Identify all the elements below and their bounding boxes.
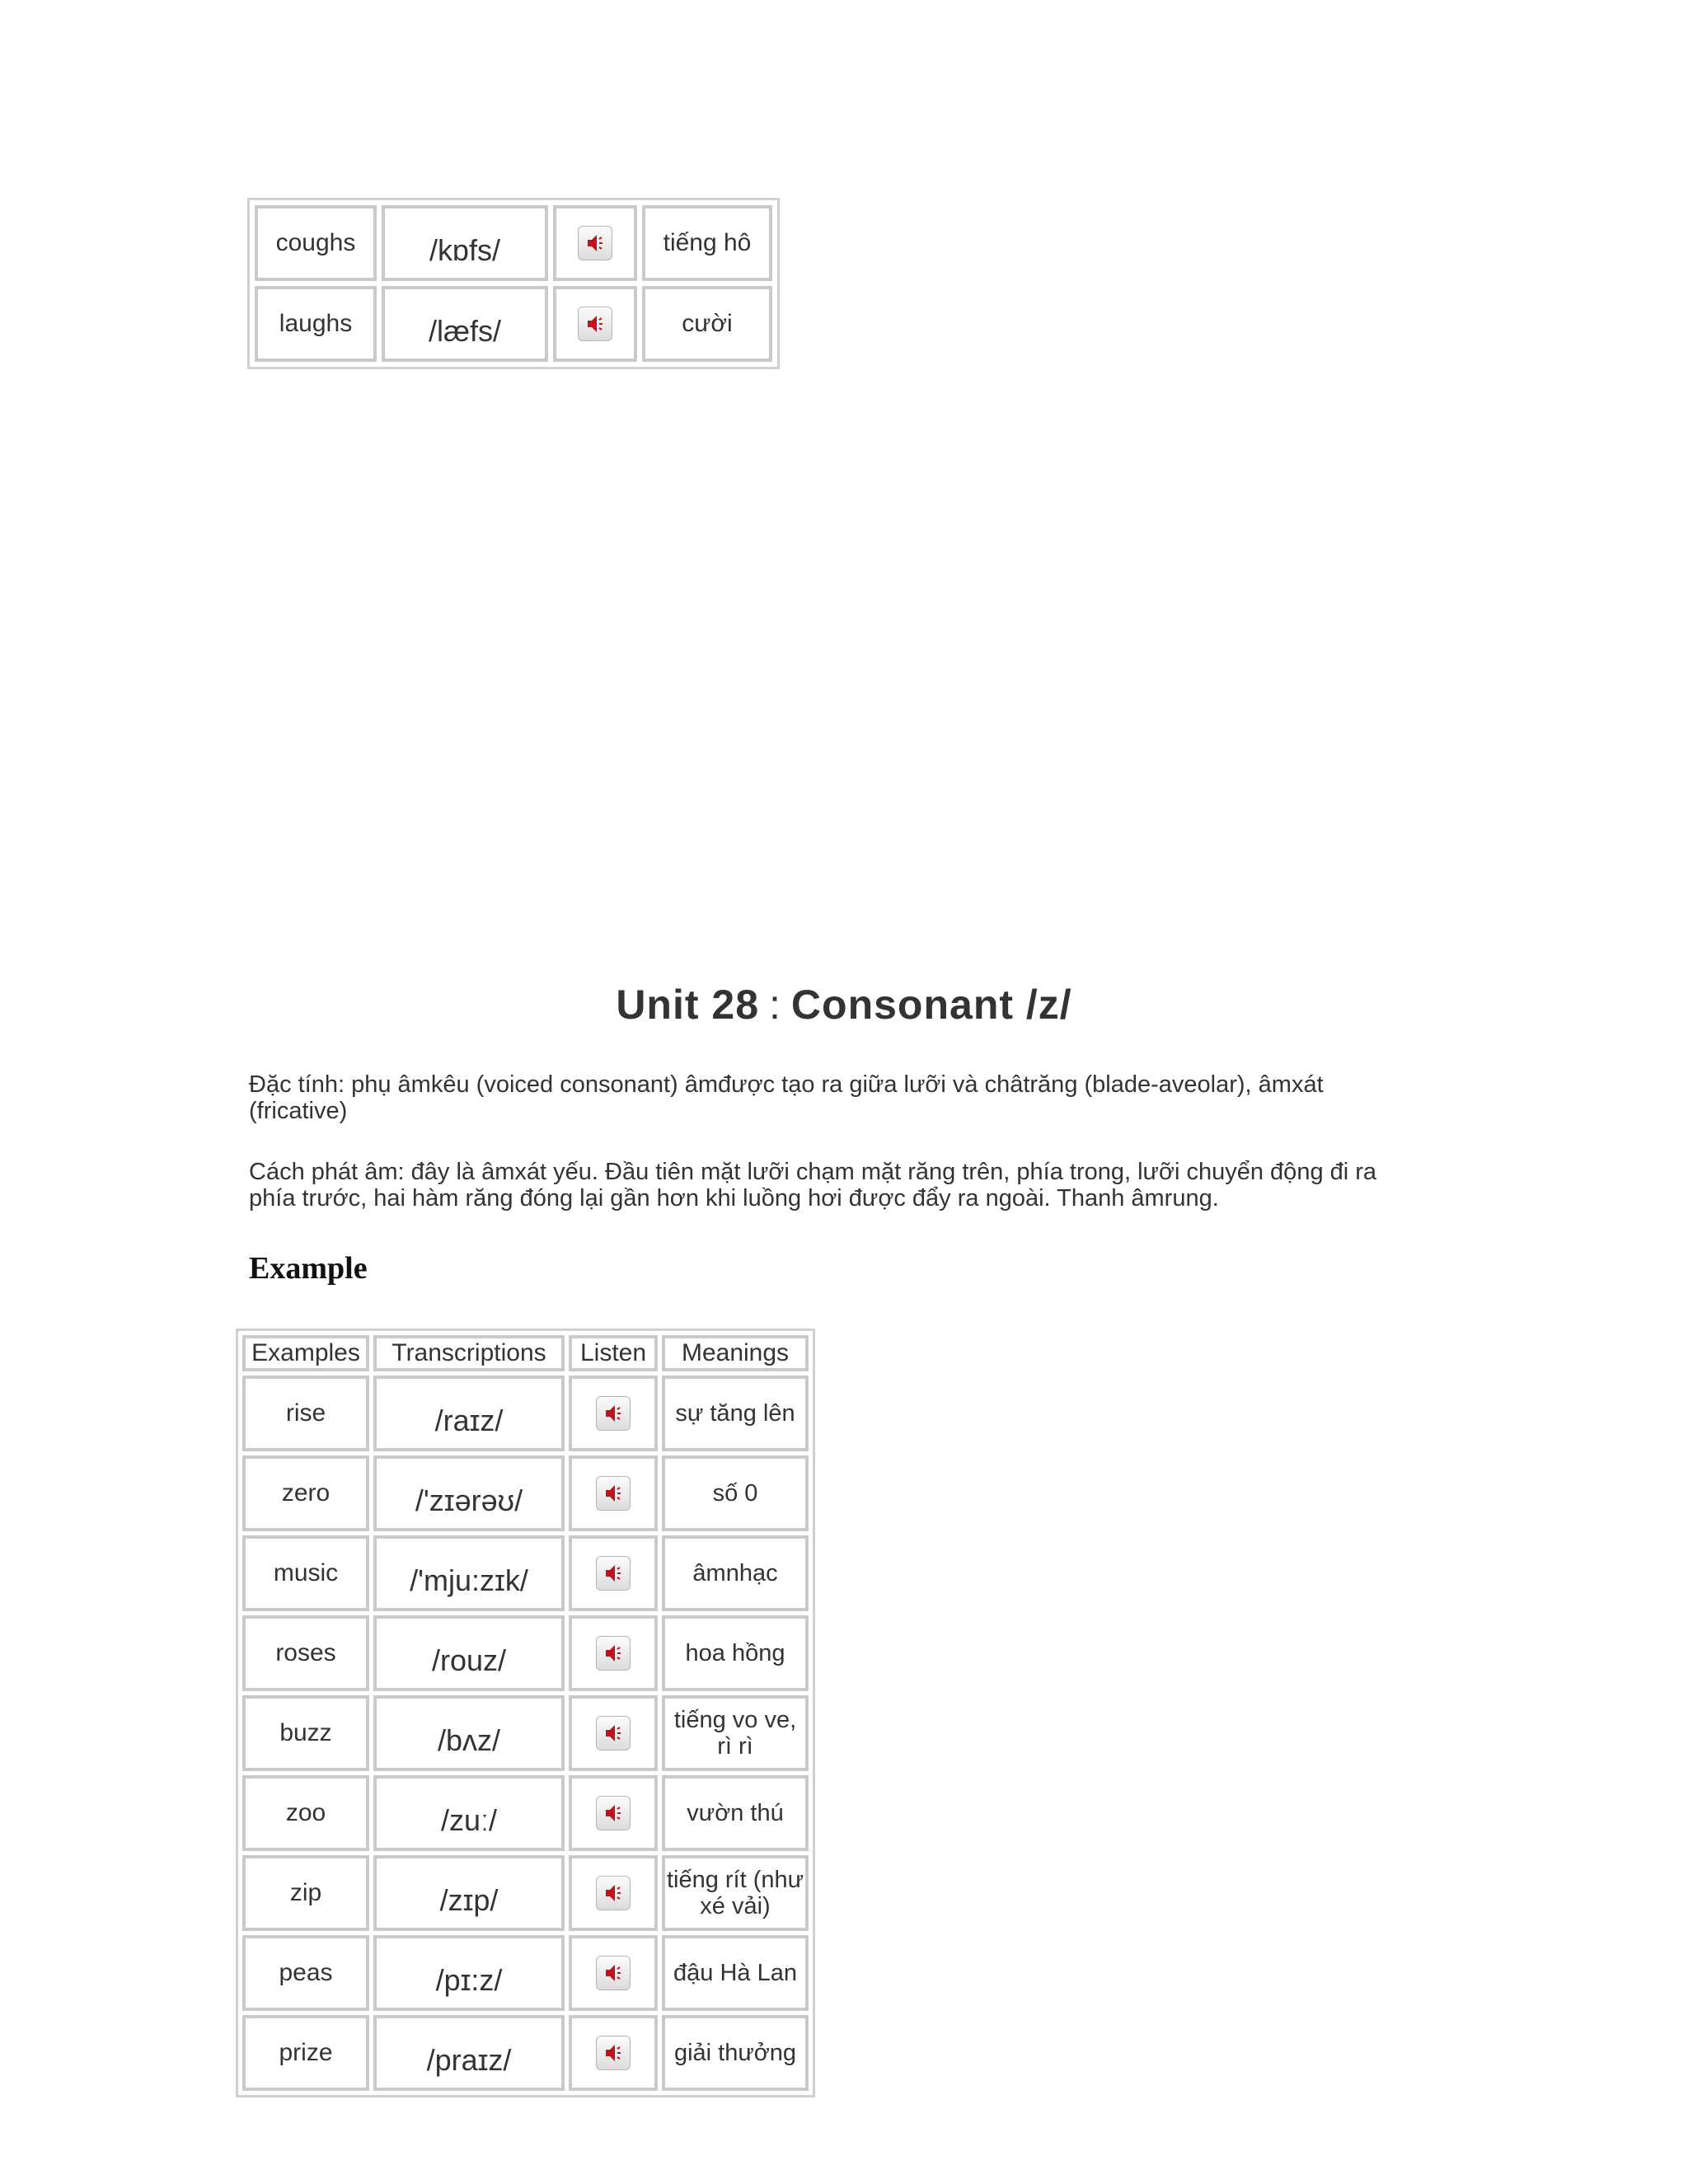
transcription: /'zɪərəʊ/ xyxy=(373,1455,565,1531)
meaning: số 0 xyxy=(662,1455,809,1531)
example-table xyxy=(236,1329,815,2097)
transcription: /læfs/ xyxy=(382,286,548,362)
meaning: vườn thú xyxy=(662,1775,809,1851)
top-pronunciation-table xyxy=(247,198,780,369)
table-row xyxy=(242,1376,809,1451)
meaning: âmnhạc xyxy=(662,1535,809,1611)
speaker-icon[interactable] xyxy=(578,226,612,260)
speaker-icon[interactable] xyxy=(596,1636,631,1671)
example-heading: Example xyxy=(249,1251,368,1286)
listen-cell xyxy=(569,1535,658,1611)
meaning: cười xyxy=(642,286,772,362)
meaning: sự tăng lên xyxy=(662,1376,809,1451)
unit-title xyxy=(0,981,1688,1029)
speaker-icon[interactable] xyxy=(596,1396,631,1431)
transcription: /zuː/ xyxy=(373,1775,565,1851)
table-row xyxy=(242,1775,809,1851)
table-row xyxy=(255,205,772,281)
table-row xyxy=(242,1935,809,2011)
listen-cell xyxy=(553,205,637,281)
listen-cell xyxy=(553,286,637,362)
example-word: rise xyxy=(242,1376,369,1451)
articulation-paragraph: Cách phát âm: đây là âmxát yếu. Đầu tiên mặt lưỡi chạm mặt răng trên, phía trong, lưỡi chuyển động đi ra phía trước, hai hàm răng đóng lại gần hơn khi luồng hơi được đẩy ra ngoài. Thanh âmrung. xyxy=(249,1159,1377,1212)
example-word: prize xyxy=(242,2015,369,2091)
table-row xyxy=(242,1455,809,1531)
transcription: /zɪp/ xyxy=(373,1855,565,1931)
table-header-row xyxy=(242,1335,809,1371)
example-word: laughs xyxy=(255,286,377,362)
speaker-icon[interactable] xyxy=(596,1796,631,1830)
transcription: /'mju:zɪk/ xyxy=(373,1535,565,1611)
transcription: /bʌz/ xyxy=(373,1695,565,1771)
table-row xyxy=(255,286,772,362)
listen-cell xyxy=(569,1615,658,1691)
example-word: coughs xyxy=(255,205,377,281)
example-word: roses xyxy=(242,1615,369,1691)
table-row xyxy=(242,1695,809,1771)
listen-cell xyxy=(569,1455,658,1531)
example-table-body xyxy=(242,1376,809,2091)
header-meanings: Meanings xyxy=(662,1335,809,1371)
meaning: tiếng rít (như xé vải) xyxy=(662,1855,809,1931)
meaning: tiếng hô xyxy=(642,205,772,281)
example-word: buzz xyxy=(242,1695,369,1771)
transcription: /kɒfs/ xyxy=(382,205,548,281)
transcription: /rouz/ xyxy=(373,1615,565,1691)
meaning: giải thưởng xyxy=(662,2015,809,2091)
example-word: zip xyxy=(242,1855,369,1931)
listen-cell xyxy=(569,2015,658,2091)
listen-cell xyxy=(569,1935,658,2011)
transcription: /raɪz/ xyxy=(373,1376,565,1451)
header-transcriptions: Transcriptions xyxy=(373,1335,565,1371)
speaker-icon[interactable] xyxy=(596,1716,631,1750)
unit-label: Unit 28 xyxy=(616,982,760,1028)
speaker-icon[interactable] xyxy=(596,2036,631,2070)
characteristics-paragraph: Đặc tính: phụ âmkêu (voiced consonant) âmđược tạo ra giữa lưỡi và châtrăng (blade-aveolar), âmxát (fricative) xyxy=(249,1071,1324,1124)
speaker-icon[interactable] xyxy=(596,1876,631,1910)
listen-cell xyxy=(569,1775,658,1851)
listen-cell xyxy=(569,1695,658,1771)
meaning: hoa hồng xyxy=(662,1615,809,1691)
example-word: peas xyxy=(242,1935,369,2011)
header-examples: Examples xyxy=(242,1335,369,1371)
meaning: đậu Hà Lan xyxy=(662,1935,809,2011)
unit-topic: Consonant /z/ xyxy=(790,982,1072,1028)
transcription: /pɪ:z/ xyxy=(373,1935,565,2011)
example-word: zoo xyxy=(242,1775,369,1851)
speaker-icon[interactable] xyxy=(596,1956,631,1990)
transcription: /praɪz/ xyxy=(373,2015,565,2091)
table-row xyxy=(242,1855,809,1931)
meaning: tiếng vo ve, rì rì xyxy=(662,1695,809,1771)
unit-separator: : xyxy=(769,982,781,1028)
speaker-icon[interactable] xyxy=(596,1476,631,1511)
table-row xyxy=(242,1535,809,1611)
speaker-icon[interactable] xyxy=(596,1556,631,1591)
header-listen: Listen xyxy=(569,1335,658,1371)
speaker-icon[interactable] xyxy=(578,307,612,341)
table-row xyxy=(242,1615,809,1691)
example-word: zero xyxy=(242,1455,369,1531)
listen-cell xyxy=(569,1855,658,1931)
table-row xyxy=(242,2015,809,2091)
listen-cell xyxy=(569,1376,658,1451)
example-word: music xyxy=(242,1535,369,1611)
